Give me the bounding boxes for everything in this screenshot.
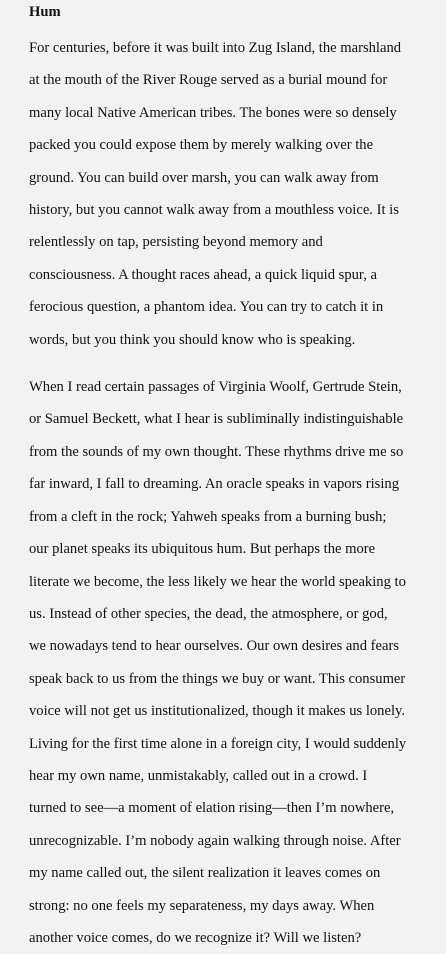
paragraph-line: packed you could expose them by merely walking over the: [29, 137, 374, 154]
paragraph-line: turned to see—a moment of elation rising—then I’m nowhere,: [29, 800, 395, 817]
paragraph-line: at the mouth of the River Rouge served as a burial mound for: [29, 72, 388, 89]
paragraph-line: from the sounds of my own thought. These rhythms drive me so: [29, 443, 404, 460]
paragraph-line: Living for the first time alone in a foreign city, I would suddenly: [29, 735, 407, 752]
paragraph-line: history, but you cannot walk away from a mouthless voice. It is: [29, 202, 399, 219]
paragraph-line: our planet speaks its ubiquitous hum. But perhaps the more: [29, 541, 376, 558]
paragraph-line: voice will not get us institutionalized, though it makes us lonely.: [29, 703, 406, 720]
paragraph-line: or Samuel Beckett, what I hear is subliminally indistinguishable: [29, 411, 404, 428]
paragraph-line: speak back to us from the things we buy or want. This consumer: [29, 670, 406, 687]
paragraph-line: words, but you think you should know who is speaking.: [29, 331, 356, 348]
paragraph-line: relentlessly on tap, persisting beyond memory and: [29, 234, 323, 251]
paragraph-line: my name called out, the silent realization it leaves comes on: [29, 865, 381, 882]
paragraph-line: many local Native American tribes. The bones were so densely: [29, 104, 397, 121]
document-title: Hum: [29, 4, 61, 20]
paragraph-2: [29, 371, 441, 954]
paragraph-line: from a cleft in the rock; Yahweh speaks from a burning bush;: [29, 508, 387, 525]
document-page: [29, 0, 441, 954]
paragraph-line: far inward, I fall to dreaming. An oracle speaks in vapors rising: [29, 476, 400, 493]
paragraph-line: strong: no one feels my separateness, my days away. When: [29, 897, 375, 914]
paragraph-line: unrecognizable. I’m nobody again walking through noise. After: [29, 832, 401, 849]
paragraph-line: For centuries, before it was built into Zug Island, the marshland: [29, 40, 402, 56]
paragraph-line: ferocious question, a phantom idea. You can try to catch it in: [29, 299, 384, 316]
paragraph-line: we nowadays tend to hear ourselves. Our own desires and fears: [29, 638, 399, 655]
paragraph-line: consciousness. A thought races ahead, a quick liquid spur, a: [29, 266, 377, 283]
paragraph-line: us. Instead of other species, the dead, the atmosphere, or god,: [29, 605, 388, 622]
paragraph-line: hear my own name, unmistakably, called out in a crowd. I: [29, 767, 368, 784]
paragraph-line: literate we become, the less likely we hear the world speaking to: [29, 573, 406, 590]
paragraph-line: When I read certain passages of Virginia Woolf, Gertrude Stein,: [29, 379, 402, 396]
paragraph-1: [29, 32, 441, 356]
paragraph-line: ground. You can build over marsh, you can walk away from: [29, 169, 379, 186]
paragraph-line: another voice comes, do we recognize it? Will we listen?: [29, 929, 362, 946]
